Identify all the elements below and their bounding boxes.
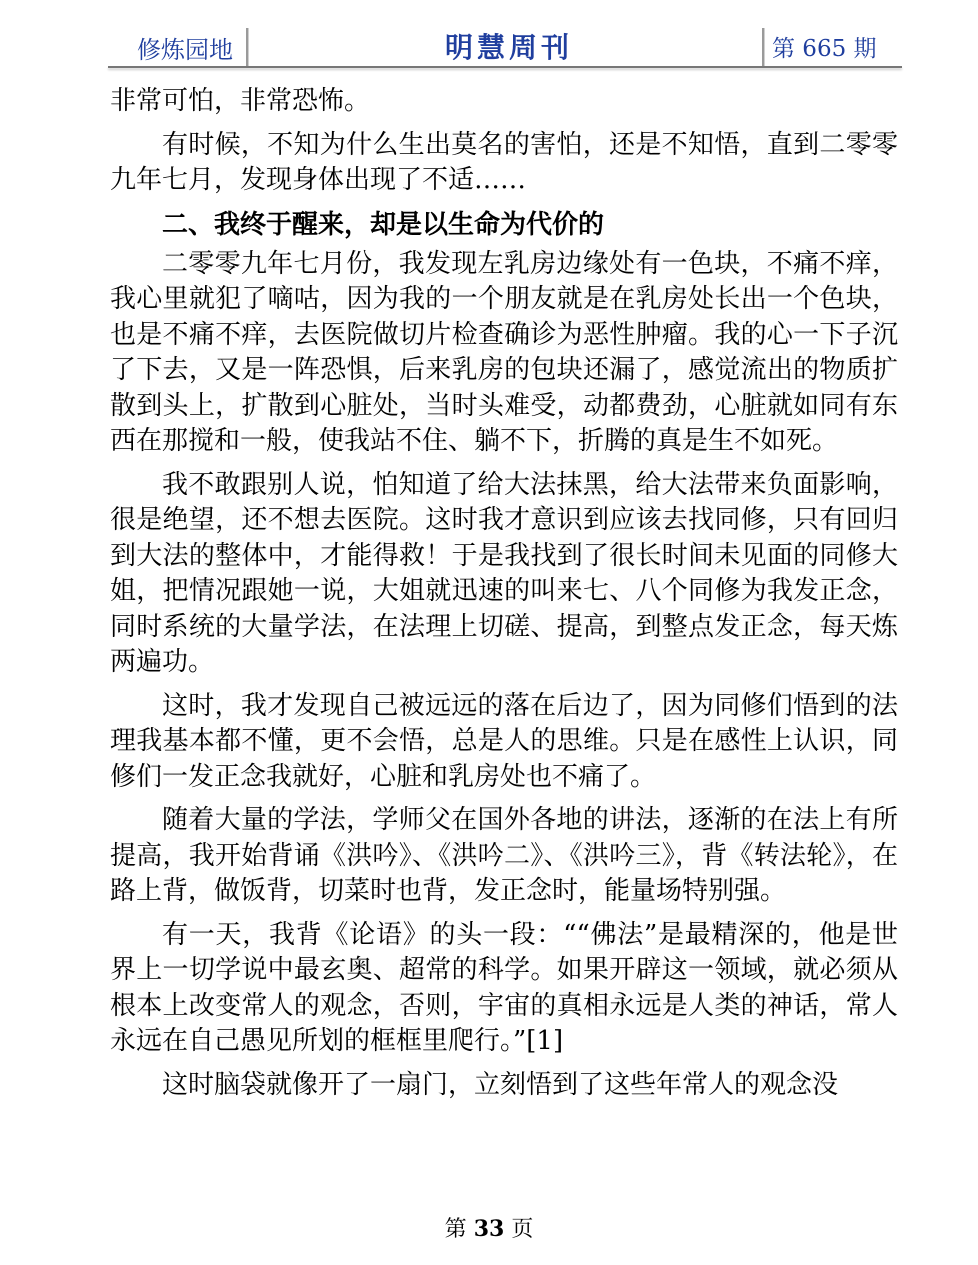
header-divider-left (246, 28, 249, 66)
header-divider-right (762, 28, 765, 66)
paragraph: 我不敢跟别人说，怕知道了给大法抹黑，给大法带来负面影响，很是绝望，还不想去医院。这时我才意识到应该去找同修，只有回归到大法的整体中，才能得救！于是我找到了很长时间未见面的同修大姐，把情况跟她一说，大姐就迅速的叫来七、八个同修为我发正念，同时系统的大量学法，在法理上切磋、提高，到整点发正念，每天炼两遍功。 (110, 469, 898, 677)
page-number: 33 (473, 1216, 505, 1242)
header-rule (108, 66, 902, 68)
paragraph: 有一天，我背《论语》的头一段：““佛法”是最精深的，他是世界上一切学说中最玄奥、超常的科学。如果开辟这一领域，就必须从根本上改变常人的观念，否则，宇宙的真相永远是人类的神话，常人永远在自己愚见所划的框框里爬行。”[1] (110, 919, 898, 1056)
section-heading: 二、我终于醒来，却是以生命为代价的 (162, 209, 605, 240)
paragraph: 这时脑袋就像开了一扇门，立刻悟到了这些年常人的观念没 (162, 1069, 839, 1100)
page-header (0, 0, 978, 70)
page-label-prefix: 第 (444, 1217, 467, 1242)
page-footer (0, 1212, 978, 1243)
paragraph: 随着大量的学法，学师父在国外各地的讲法，逐渐的在法上有所提高，我开始背诵《洪吟》、《洪吟二》、《洪吟三》，背《转法轮》，在路上背，做饭背，切菜时也背，发正念时，能量场特别强。 (110, 805, 898, 906)
paragraph-continued: 非常可怕，非常恐怖。 (110, 86, 371, 116)
issue-number: 第 665 期 (772, 36, 877, 62)
paragraph: 有时候，不知为什么生出莫名的害怕，还是不知悟，直到二零零九年七月，发现身体出现了不适…… (110, 129, 898, 195)
page-label-suffix: 页 (511, 1217, 534, 1242)
publication-title: 明慧周刊 (444, 31, 573, 64)
paragraph: 这时，我才发现自己被远远的落在后边了，因为同修们悟到的法理我基本都不懂，更不会悟，总是人的思维。只是在感性上认识，同修们一发正念我就好，心脏和乳房处也不痛了。 (110, 690, 898, 792)
section-name: 修炼园地 (137, 36, 233, 64)
paragraph: 二零零九年七月份，我发现左乳房边缘处有一色块，不痛不痒，我心里就犯了嘀咕，因为我的一个朋友就是在乳房处长出一个色块，也是不痛不痒，去医院做切片检查确诊为恶性肿瘤。我的心一下子沉了下去，又是一阵恐惧，后来乳房的包块还漏了，感觉流出的物质扩散到头上，扩散到心脏处，当时头难受，动都费劲，心脏就如同有东西在那搅和一般，使我站不住、躺不下，折腾的真是生不如死。 (110, 248, 898, 456)
article-body (110, 84, 898, 1111)
